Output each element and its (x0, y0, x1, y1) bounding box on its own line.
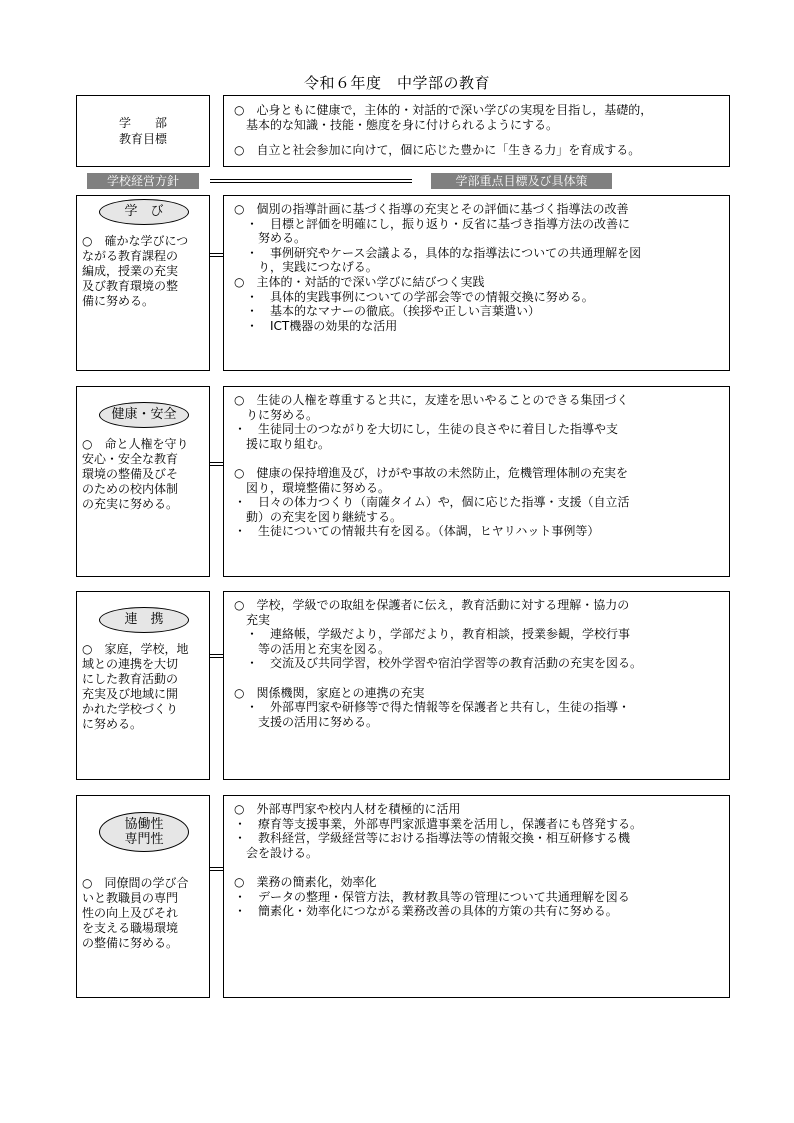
content-line: ・ 簡素化・効率化につながる業務改善の具体的方策の共有に努める。 (234, 904, 618, 919)
section-health-content (234, 393, 725, 539)
content-line: ・ 療育等支援事業，外部専門家派遣事業を活用し，保護者にも啓発する。 (234, 816, 643, 831)
content-line: ○ 外部専門家や校内人材を積極的に活用 (234, 802, 461, 816)
section-cooperation-content (234, 598, 725, 729)
section-learning-content (234, 202, 725, 333)
content-line: ・ 生徒同士のつながりを大切にし，生徒の良さやに着目した指導や支 (234, 422, 619, 437)
section-collaboration-policy-box (76, 795, 210, 998)
content-line: ○ 業務の簡素化，効率化 (234, 874, 377, 889)
policy-line: 及び教育環境の整 (82, 279, 179, 293)
section-cooperation-connector (210, 654, 224, 658)
content-line: ・ 生徒についての情報共有を図る。（体調，ヒヤリハット事例等） (234, 524, 600, 539)
policy-line: 備に努める。 (82, 294, 155, 308)
content-line: ・ 教科経営，学級経営等における指導法等の情報交換・相互研修する機 (234, 831, 631, 846)
page-title: 令和６年度 中学部の教育 (303, 74, 490, 92)
section-collaboration-content-box (223, 795, 730, 998)
section-collaboration-connector (210, 867, 224, 871)
policy-line: 性の向上及びそれ (82, 906, 179, 920)
policy-line: ○ 命と人権を守り (82, 437, 189, 451)
policy-line: に努める。 (82, 717, 143, 731)
policy-line: ○ 同僚間の学び合 (82, 876, 189, 890)
measures-header: 学部重点目標及び具体策 (431, 173, 612, 189)
section-health-policy (82, 437, 210, 512)
policy-line: 環境の整備及びそ (82, 467, 179, 481)
content-line: ・ 連絡帳，学級だより，学部だより，教育相談，授業参観，学校行事 (234, 627, 631, 642)
content-line: 図り，環境整備に努める。 (234, 480, 391, 495)
policy-line: いと教職員の専門 (82, 891, 179, 905)
section-health-tag-text: 健康・安全 (111, 407, 177, 422)
policy-line: の整備に努める。 (82, 936, 179, 950)
content-line: りに努める。 (234, 407, 319, 422)
policy-line: の充実に努める。 (82, 497, 179, 511)
content-line: ○ 個別の指導計画に基づく指導の充実とその評価に基づく指導法の改善 (234, 202, 629, 216)
policy-line: 安心・安全な教育 (82, 452, 179, 466)
section-cooperation-policy (82, 642, 210, 732)
content-line: ・ 事例研究やケース会議よる，具体的な指導法についての共通理解を図 (234, 245, 642, 260)
policy-line: のための校内体制 (82, 482, 179, 496)
section-learning-tag (99, 199, 189, 225)
policy-line: 編成，授業の充実 (82, 264, 179, 278)
goal-item-2-line1: ○ 自立と社会参加に向けて，個に応じた豊かに「生きる力」を育成する。 (234, 143, 641, 158)
section-learning-tag-text: 学 び (124, 204, 164, 219)
policy-line: 充実及び地域に開 (82, 687, 179, 701)
section-collaboration-tag-line1: 協働性 (124, 817, 164, 832)
section-cooperation-tag-text: 連 携 (124, 612, 164, 627)
section-health-tag (99, 402, 189, 428)
content-line: 援に取り組む。 (234, 436, 331, 451)
section-learning-content-box (223, 195, 730, 371)
section-learning-policy-box (76, 195, 210, 371)
content-line: 動）の充実を図り継続する。 (234, 509, 403, 524)
section-collaboration-content (234, 802, 725, 919)
content-line: ・ 交流及び共同学習，校外学習や宿泊学習等の教育活動の充実を図る。 (234, 656, 643, 671)
section-collaboration-policy (82, 876, 210, 951)
goal-items (234, 103, 725, 158)
section-cooperation-policy-box (76, 591, 210, 780)
goal-label-box (76, 95, 210, 167)
content-line: ○ 健康の保持増進及び，けがや事故の未然防止，危機管理体制の充実を (234, 465, 628, 480)
content-line: ○ 主体的・対話的で深い学びに結びつく実践 (234, 274, 485, 289)
policy-line: ながる教育課程の (82, 249, 179, 263)
content-line (234, 671, 725, 686)
section-health-connector (210, 462, 224, 466)
content-line: ○ 関係機関，家庭との連携の充実 (234, 685, 425, 700)
policy-line: ○ 家庭，学校，地 (82, 642, 189, 656)
policy-line: 域との連携を大切 (82, 657, 179, 671)
content-line: 等の活用と充実を図る。 (234, 641, 391, 656)
content-line: ・ 外部専門家や研修等で得た情報等を保護者と共有し，生徒の指導・ (234, 700, 631, 715)
content-line: ・ データの整理・保管方法，教材教具等の管理について共通理解を図る (234, 889, 630, 904)
section-collaboration-tag-line2: 専門性 (124, 832, 164, 847)
policy-header: 学校経営方針 (87, 173, 199, 189)
goal-item-1-line2: 基本的な知識・技能・態度を身に付けられるようにする。 (234, 117, 559, 132)
goal-label-line2: 教育目標 (118, 132, 167, 146)
content-line: り，実践につなげる。 (234, 260, 378, 275)
content-line: ○ 学校，学級での取組を保護者に伝え，教育活動に対する理解・協力の (234, 598, 630, 612)
content-line (234, 451, 725, 466)
header-connector (210, 179, 412, 183)
goal-content-box (223, 95, 730, 167)
content-line: 会を設ける。 (234, 845, 319, 860)
content-line: 充実 (234, 612, 271, 627)
content-line (234, 860, 725, 875)
content-line: 努める。 (234, 231, 307, 246)
policy-line: かれた学校づくり (82, 702, 179, 716)
policy-line: を支える職場環境 (82, 921, 179, 935)
content-line: ・ 日々の体力つくり（南薩タイム）や，個に応じた指導・支援（自立活 (234, 495, 630, 510)
content-line: ・ 目標と評価を明確にし，振り返り・反省に基づき指導方法の改善に (234, 216, 631, 231)
section-cooperation-content-box (223, 591, 730, 780)
section-collaboration-tag (99, 812, 189, 852)
content-line: ・ 具体的実践事例についての学部会等での情報交換に努める。 (234, 289, 594, 304)
content-line: ・ ICT機器の効果的な活用 (234, 318, 398, 333)
content-line: ○ 生徒の人権を尊重すると共に，友達を思いやることのできる集団づく (234, 393, 629, 407)
content-line: ・ 基本的なマナーの徹底。（挨拶や正しい言葉遣い） (234, 304, 541, 319)
goal-item-1-line1: ○ 心身ともに健康で，主体的・対話的で深い学びの実現を目指し，基礎的， (234, 103, 653, 117)
section-health-policy-box (76, 386, 210, 577)
section-health-content-box (223, 386, 730, 577)
section-learning-connector (210, 253, 224, 257)
policy-line: ○ 確かな学びにつ (82, 234, 189, 248)
goal-label-line1: 学 部 (118, 116, 167, 130)
policy-line: にした教育活動の (82, 672, 179, 686)
section-learning-policy (82, 234, 210, 309)
content-line: 支援の活用に努める。 (234, 714, 379, 729)
section-cooperation-tag (99, 607, 189, 633)
